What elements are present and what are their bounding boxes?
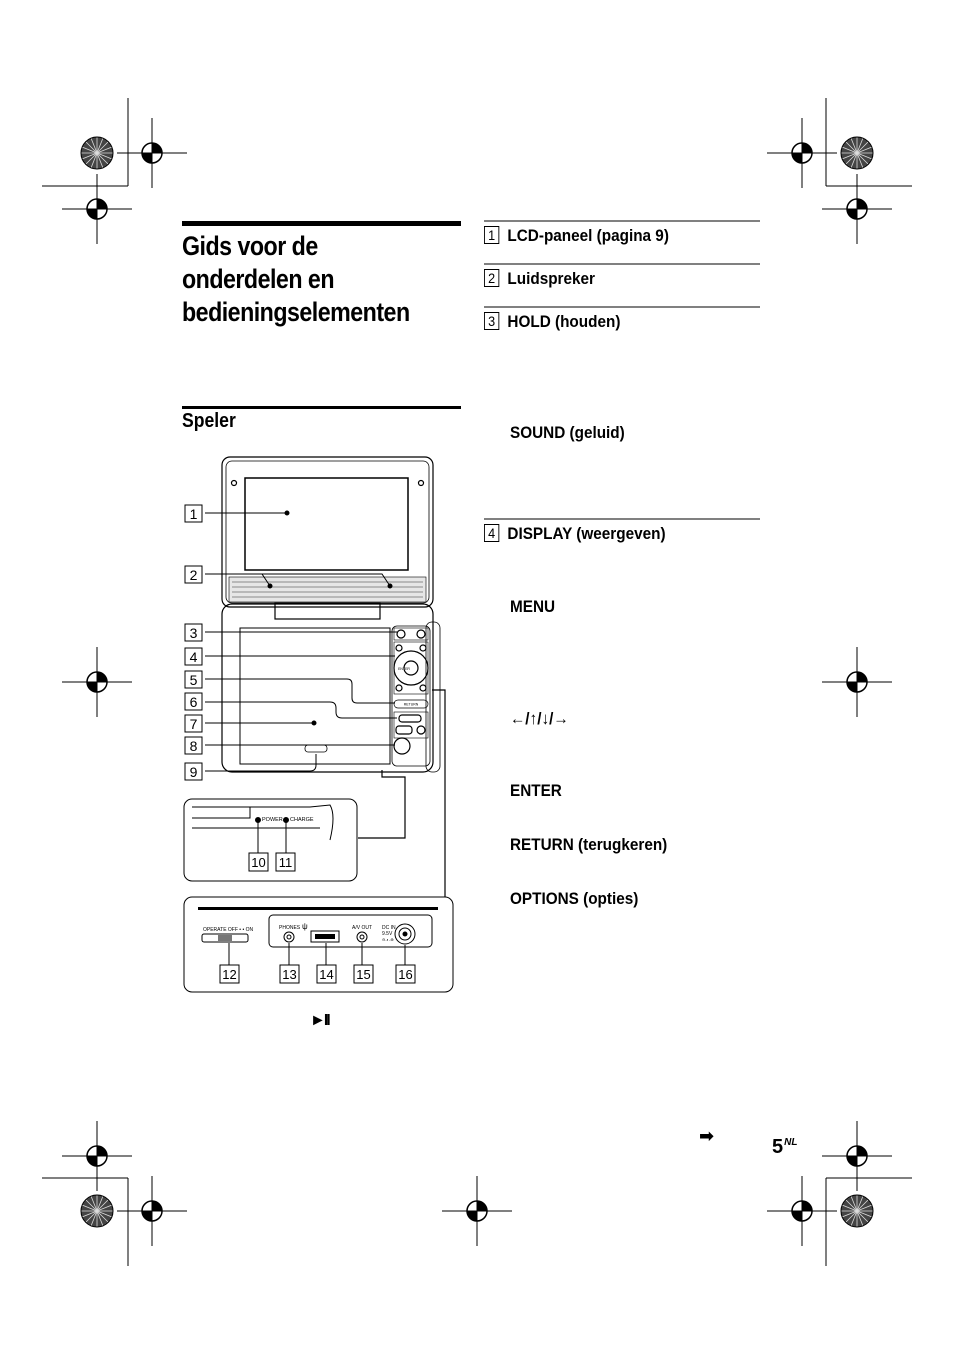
enter-button-label: ENTER xyxy=(398,667,410,671)
callout-9: 9 xyxy=(189,764,198,780)
av-out-label: A/V OUT xyxy=(352,925,373,931)
item-1 xyxy=(484,226,669,246)
callout-10: 10 xyxy=(251,855,266,870)
usb-label: ψ xyxy=(302,922,308,931)
callout-16: 16 xyxy=(398,967,413,982)
item-4 xyxy=(484,524,666,544)
callout-14: 14 xyxy=(319,967,334,982)
callout-3: 3 xyxy=(189,625,198,641)
callout-6: 6 xyxy=(189,694,198,710)
operate-switch-label: OPERATE OFF • • ON xyxy=(203,927,254,933)
arrows-label: ←/↑/↓/→ xyxy=(510,709,569,728)
item-3-label: HOLD (houden) xyxy=(507,312,621,331)
item-2-number: 2 xyxy=(484,269,499,287)
title-line-3: bedieningselementen xyxy=(182,297,410,327)
item-2-label: Luidspreker xyxy=(507,269,595,288)
phones-label: PHONES xyxy=(279,925,301,931)
callout-1: 1 xyxy=(189,506,198,522)
page-number xyxy=(772,1136,797,1159)
callout-5: 5 xyxy=(189,672,198,688)
continue-arrow-icon: ➡ xyxy=(699,1126,715,1146)
sound-label: SOUND (geluid) xyxy=(510,423,625,442)
callout-7: 7 xyxy=(189,716,198,732)
callout-11: 11 xyxy=(278,855,293,870)
title-line-2: onderdelen en xyxy=(182,264,334,294)
title-line-1: Gids voor de xyxy=(182,231,318,261)
return-label: RETURN (terugkeren) xyxy=(510,835,668,854)
callout-2: 2 xyxy=(189,567,198,583)
options-label: OPTIONS (opties) xyxy=(510,889,639,908)
return-button-label: RETURN xyxy=(403,702,419,707)
callout-12: 12 xyxy=(222,967,237,982)
charge-indicator-label: CHARGE xyxy=(290,817,314,823)
dc-polarity-label: ⊖-◐-⊕ xyxy=(382,937,394,942)
dc-volt-label: 9.5V xyxy=(382,931,393,937)
callout-15: 15 xyxy=(356,967,371,982)
menu-label: MENU xyxy=(510,597,556,616)
item-2 xyxy=(484,269,595,289)
power-indicator-label: POWER xyxy=(262,817,283,823)
player-figure xyxy=(205,457,445,897)
item-4-label: DISPLAY (weergeven) xyxy=(507,524,666,543)
page-number-value: 5 xyxy=(772,1136,784,1158)
callout-8: 8 xyxy=(189,738,198,754)
callout-13: 13 xyxy=(282,967,297,982)
item-1-number: 1 xyxy=(484,226,499,244)
item-3-number: 3 xyxy=(484,312,499,330)
page-title xyxy=(182,230,431,329)
item-1-label: LCD-paneel (pagina 9) xyxy=(507,226,669,245)
section-heading: Speler xyxy=(182,410,236,432)
enter-label: ENTER xyxy=(510,781,562,800)
dc-in-label: DC IN xyxy=(382,925,396,931)
page-number-suffix: NL xyxy=(784,1137,798,1148)
callout-4: 4 xyxy=(189,649,198,665)
item-4-number: 4 xyxy=(484,524,499,542)
item-3 xyxy=(484,312,620,332)
play-pause-icon: ►II xyxy=(310,1012,329,1029)
